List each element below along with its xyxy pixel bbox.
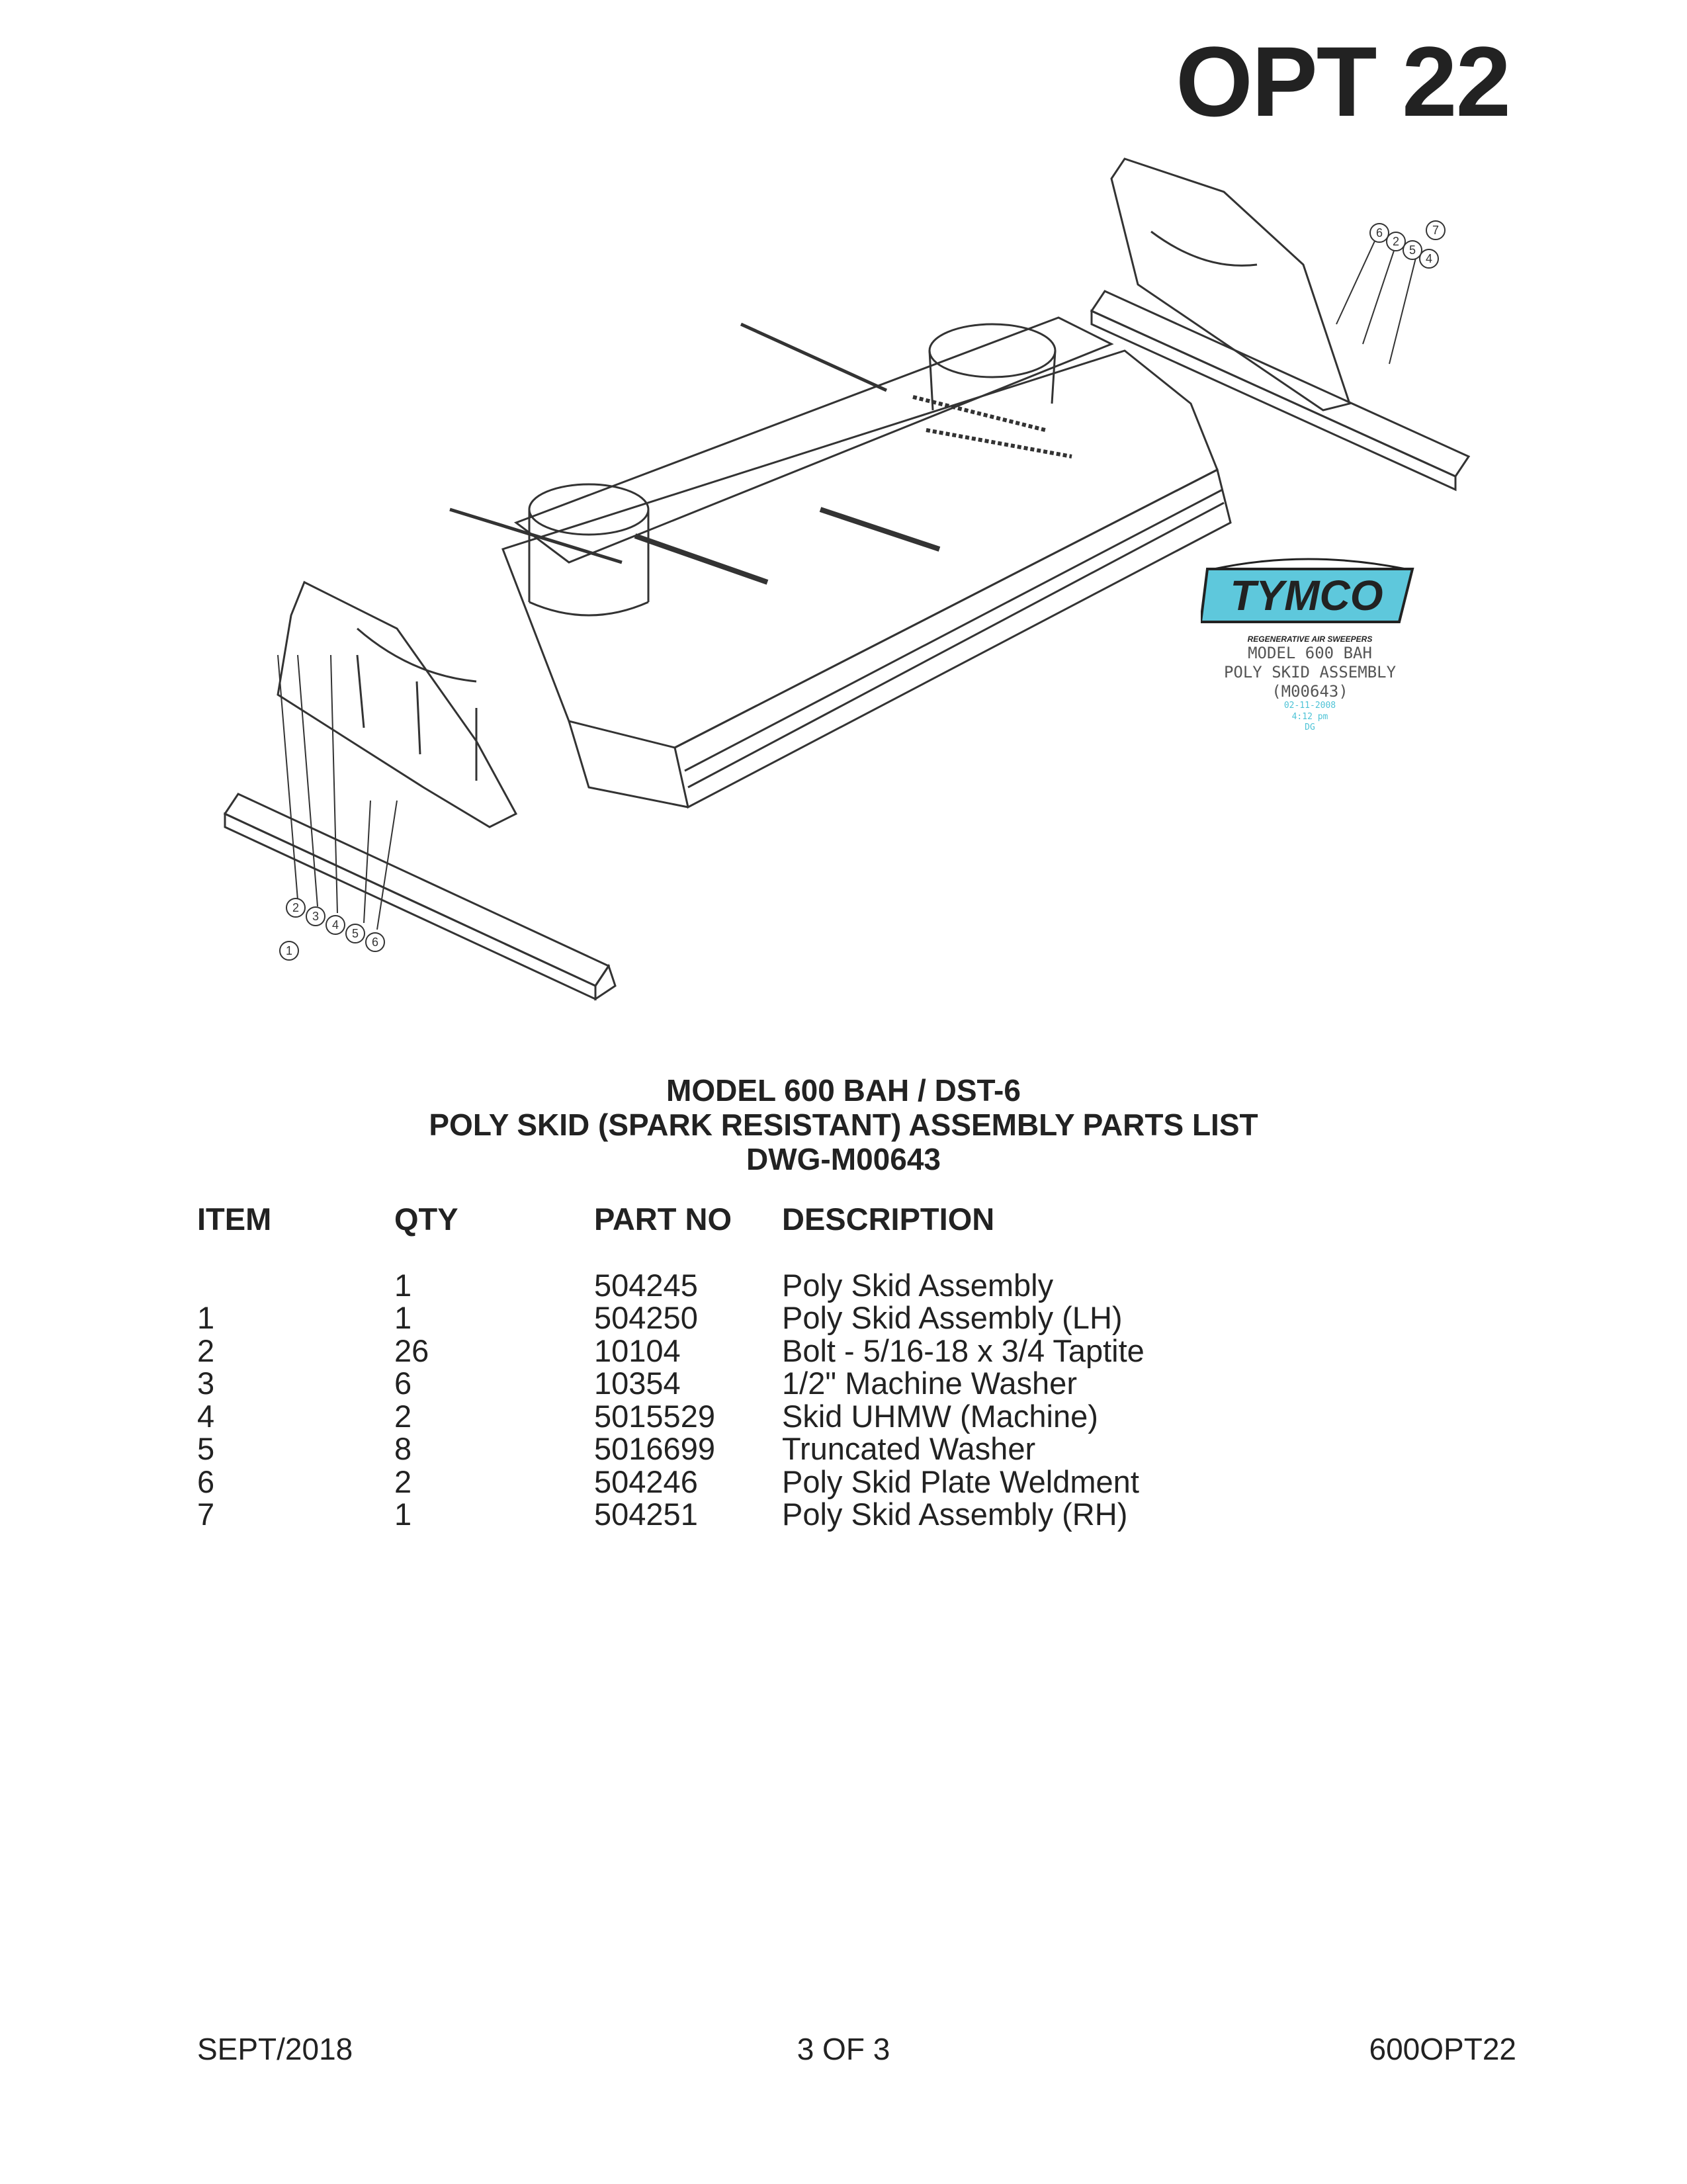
stamp-line-1: MODEL 600 BAH bbox=[1248, 644, 1372, 662]
callout-left-4: 5 bbox=[351, 927, 359, 940]
callout-left-1: 2 bbox=[292, 901, 300, 914]
cell-item bbox=[197, 1269, 394, 1302]
cell-part-no: 5015529 bbox=[594, 1398, 715, 1434]
stamp-line-2: POLY SKID ASSEMBLY bbox=[1223, 662, 1397, 681]
skid-plate-left bbox=[278, 582, 516, 827]
cell-qty: 2 bbox=[394, 1398, 412, 1434]
footer-date: SEPT/2018 bbox=[197, 2032, 353, 2066]
title-line-2: POLY SKID (SPARK RESISTANT) ASSEMBLY PARTS LIST bbox=[429, 1108, 1258, 1142]
callout-left-6: 1 bbox=[285, 944, 293, 957]
stamp-time: 4:12 pm bbox=[1291, 711, 1328, 722]
logo-block bbox=[1184, 556, 1436, 733]
callout-left-2: 3 bbox=[312, 910, 320, 923]
parts-list-header bbox=[197, 1203, 1145, 1236]
cell-qty: 2 bbox=[394, 1463, 412, 1499]
footer-page: 3 OF 3 bbox=[797, 2032, 890, 2066]
cell-description: Skid UHMW (Machine) bbox=[782, 1398, 1098, 1434]
header-item: ITEM bbox=[197, 1201, 272, 1237]
table-row bbox=[197, 1465, 1145, 1499]
page-id: OPT 22 bbox=[1176, 26, 1510, 137]
cell-qty: 8 bbox=[394, 1431, 412, 1466]
cell-part-no: 504246 bbox=[594, 1463, 698, 1499]
callout-right-3: 5 bbox=[1408, 243, 1416, 257]
table-row bbox=[197, 1269, 1145, 1302]
cell-part-no: 504245 bbox=[594, 1267, 698, 1303]
cell-qty: 1 bbox=[394, 1300, 412, 1335]
skid-uhmw-right bbox=[1092, 291, 1469, 476]
callout-right-4: 4 bbox=[1425, 252, 1433, 265]
title-line-3: DWG-M00643 bbox=[746, 1142, 941, 1176]
cell-item: 7 bbox=[197, 1497, 215, 1532]
cell-qty: 26 bbox=[394, 1332, 429, 1368]
logo-brand: TYMCO bbox=[1230, 572, 1383, 619]
table-row bbox=[197, 1367, 1145, 1400]
cell-description: Poly Skid Plate Weldment bbox=[782, 1463, 1139, 1499]
stamp-date: 02-11-2008 bbox=[1283, 701, 1336, 711]
table-row bbox=[197, 1400, 1145, 1433]
cell-item: 5 bbox=[197, 1431, 215, 1466]
cell-description: Poly Skid Assembly bbox=[782, 1267, 1054, 1303]
cell-part-no: 504251 bbox=[594, 1497, 698, 1532]
stamp-line-3: (M00643) bbox=[1272, 681, 1348, 701]
cell-description: Bolt - 5/16-18 x 3/4 Taptite bbox=[782, 1332, 1145, 1368]
parts-list bbox=[197, 1203, 1145, 1531]
cell-part-no: 10354 bbox=[594, 1366, 681, 1401]
head-front-face bbox=[675, 470, 1231, 807]
cell-description: 1/2" Machine Washer bbox=[782, 1366, 1077, 1401]
cell-description: Poly Skid Assembly (RH) bbox=[782, 1497, 1128, 1532]
cell-part-no: 10104 bbox=[594, 1332, 681, 1368]
table-row bbox=[197, 1301, 1145, 1334]
parts-list-rows bbox=[197, 1269, 1145, 1531]
cell-part-no: 5016699 bbox=[594, 1431, 715, 1466]
cell-part-no: 504250 bbox=[594, 1300, 698, 1335]
cell-item: 4 bbox=[197, 1398, 215, 1434]
title-line-1: MODEL 600 BAH / DST-6 bbox=[666, 1073, 1021, 1108]
cell-qty: 6 bbox=[394, 1366, 412, 1401]
blower-inlet-left bbox=[529, 484, 648, 535]
cell-item: 2 bbox=[197, 1332, 215, 1368]
blower-inlet-right bbox=[930, 324, 1055, 377]
footer-doc-code: 600OPT22 bbox=[1369, 2032, 1516, 2066]
table-row bbox=[197, 1334, 1145, 1368]
cell-item: 6 bbox=[197, 1463, 215, 1499]
cell-qty: 1 bbox=[394, 1497, 412, 1532]
callout-left-5: 6 bbox=[371, 936, 379, 949]
cell-description: Poly Skid Assembly (LH) bbox=[782, 1300, 1123, 1335]
callout-left-3: 4 bbox=[331, 918, 339, 932]
tymco-logo bbox=[1201, 556, 1419, 635]
parts-list-title bbox=[0, 1073, 1687, 1176]
callout-right-5: 7 bbox=[1432, 224, 1440, 237]
cell-qty: 1 bbox=[394, 1267, 412, 1303]
header-part-no: PART NO bbox=[594, 1201, 732, 1237]
table-row bbox=[197, 1498, 1145, 1531]
cell-description: Truncated Washer bbox=[782, 1431, 1036, 1466]
header-description: DESCRIPTION bbox=[782, 1201, 995, 1237]
stamp-initials: DG bbox=[1305, 722, 1315, 732]
table-row bbox=[197, 1432, 1145, 1465]
callout-right-1: 6 bbox=[1375, 226, 1383, 240]
logo-tagline: REGENERATIVE AIR SWEEPERS bbox=[1247, 634, 1373, 644]
cell-item: 1 bbox=[197, 1300, 215, 1335]
cell-item: 3 bbox=[197, 1366, 215, 1401]
callout-right-2: 2 bbox=[1392, 235, 1400, 248]
skid-plate-right bbox=[1111, 159, 1350, 410]
header-qty: QTY bbox=[394, 1201, 458, 1237]
